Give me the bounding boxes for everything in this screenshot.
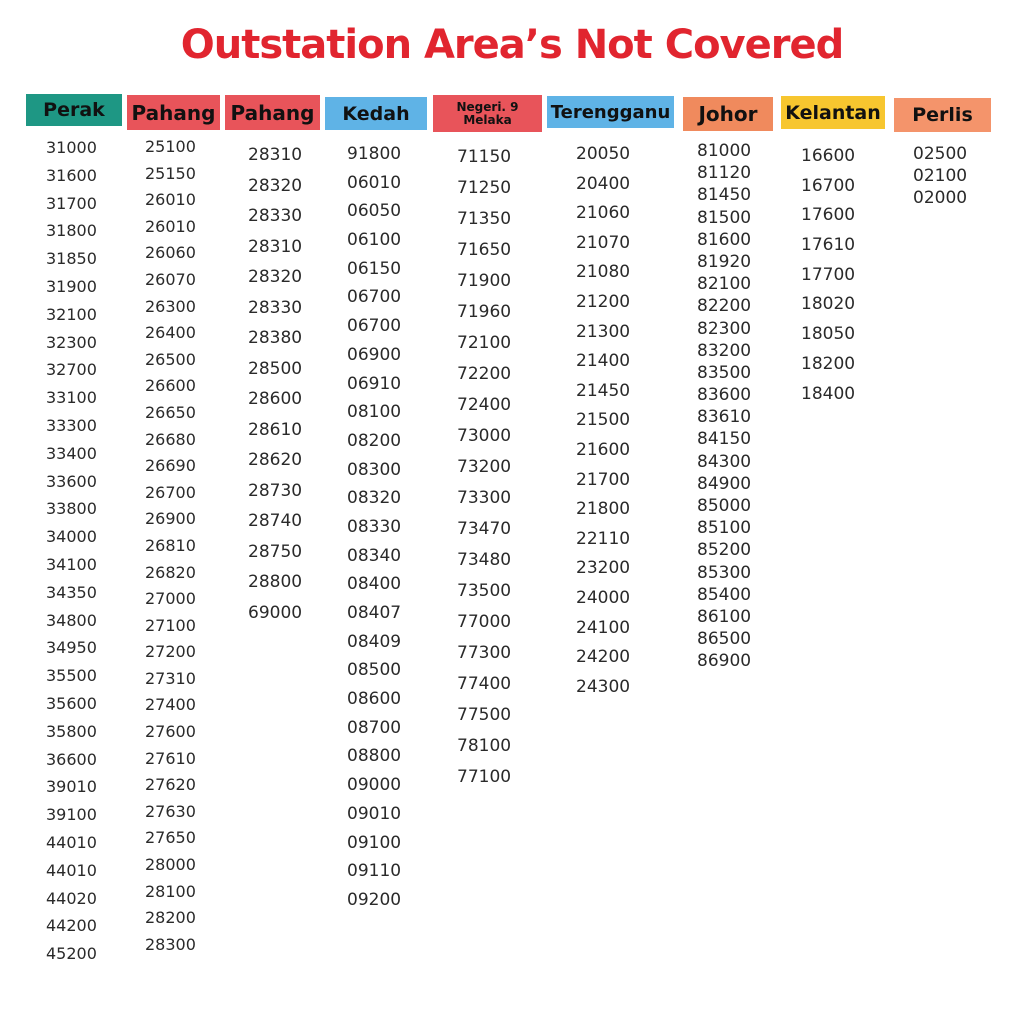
- postcode-item: 26010: [145, 190, 196, 210]
- postcode-item: 33100: [46, 388, 97, 408]
- postcode-item: 26900: [145, 509, 196, 529]
- postcode-item: 08600: [347, 689, 402, 710]
- postcode-item: 20050: [576, 144, 631, 164]
- postcode-item: 32700: [46, 360, 97, 380]
- page-title: Outstation Area’s Not Covered: [180, 22, 844, 68]
- postcode-item: 28500: [248, 358, 303, 379]
- postcode-item: 28330: [248, 206, 303, 226]
- postcode-item: 21600: [576, 439, 631, 460]
- postcode-item: 28620: [248, 450, 303, 470]
- postcode-item: 77500: [457, 705, 512, 725]
- postcode-list-kedah-4: [347, 140, 401, 915]
- postcode-list-johor-7: [697, 140, 751, 673]
- postcode-item: 06100: [347, 230, 402, 251]
- postcode-item: 81120: [697, 163, 752, 184]
- postcode-item: 26500: [145, 349, 196, 369]
- postcode-item: 85400: [697, 584, 752, 605]
- postcode-item: 44010: [46, 860, 97, 880]
- postcode-item: 08340: [347, 545, 402, 566]
- postcode-item: 20400: [576, 173, 631, 194]
- postcode-item: 83600: [697, 385, 752, 406]
- postcode-item: 82200: [697, 296, 752, 317]
- postcode-item: 26690: [145, 456, 196, 476]
- postcode-item: 82300: [697, 318, 752, 339]
- postcode-item: 71350: [457, 209, 512, 229]
- postcode-item: 18020: [801, 294, 856, 315]
- postcode-item: 81000: [697, 141, 752, 161]
- postcode-item: 31000: [46, 138, 97, 157]
- postcode-item: 25150: [145, 163, 196, 183]
- postcode-item: 73200: [457, 457, 512, 477]
- postcode-item: 72200: [457, 364, 512, 384]
- postcode-item: 27000: [145, 589, 196, 609]
- postcode-item: 71900: [457, 271, 512, 291]
- postcode-item: 35800: [46, 721, 97, 741]
- postcode-item: 28310: [248, 236, 303, 257]
- postcode-item: 27620: [145, 775, 196, 795]
- postcode-item: 44010: [46, 832, 97, 852]
- postcode-item: 39100: [46, 805, 97, 825]
- postcode-item: 33600: [46, 471, 97, 491]
- postcode-item: 31800: [46, 221, 97, 241]
- postcode-item: 06010: [347, 172, 402, 193]
- postcode-item: 31850: [46, 249, 97, 269]
- postcode-item: 33400: [46, 443, 97, 463]
- postcode-item: 26010: [145, 216, 196, 236]
- postcode-item: 26400: [145, 323, 196, 343]
- postcode-item: 08300: [347, 459, 402, 480]
- state-header-terengganu-6: [547, 96, 674, 128]
- postcode-item: 28610: [248, 419, 303, 440]
- postcode-item: 06700: [347, 316, 402, 337]
- postcode-item: 21070: [576, 232, 631, 253]
- postcode-item: 39010: [46, 777, 97, 797]
- postcode-item: 06910: [347, 373, 402, 394]
- postcode-item: 71150: [457, 147, 512, 167]
- postcode-item: 77400: [457, 674, 512, 694]
- postcode-item: 28730: [248, 480, 303, 501]
- postcode-item: 08407: [347, 603, 402, 623]
- state-header-pahang-3: [225, 95, 320, 130]
- postcode-item: 77300: [457, 643, 512, 663]
- postcode-item: 08330: [347, 516, 402, 537]
- postcode-item: 18200: [801, 353, 856, 374]
- state-header-label: Kedah: [342, 102, 410, 125]
- postcode-item: 08200: [347, 430, 402, 451]
- postcode-item: 21060: [576, 203, 631, 224]
- postcode-list-pahang-2: [145, 134, 196, 958]
- postcode-item: 84300: [697, 451, 752, 472]
- postcode-item: 27100: [145, 615, 196, 635]
- postcode-item: 81500: [697, 207, 752, 228]
- postcode-item: 28200: [145, 908, 196, 928]
- postcode-list-pahang-3: [248, 140, 302, 628]
- postcode-item: 83500: [697, 362, 752, 383]
- postcode-item: 69000: [248, 602, 303, 623]
- postcode-item: 26600: [145, 376, 196, 396]
- postcode-item: 86900: [697, 651, 752, 672]
- postcode-item: 26650: [145, 402, 196, 422]
- postcode-item: 31900: [46, 276, 97, 296]
- postcode-item: 72400: [457, 395, 512, 415]
- postcode-item: 71250: [457, 178, 512, 198]
- postcode-item: 26680: [145, 429, 196, 449]
- postcode-item: 08700: [347, 717, 402, 738]
- postcode-item: 16700: [801, 175, 856, 196]
- postcode-item: 09000: [347, 775, 402, 796]
- postcode-item: 71960: [457, 302, 512, 322]
- postcode-item: 06700: [347, 287, 402, 308]
- postcode-item: 02100: [913, 166, 968, 186]
- postcode-item: 28800: [248, 572, 303, 592]
- postcode-item: 06900: [347, 344, 402, 365]
- postcode-item: 24300: [576, 676, 631, 697]
- postcode-item: 08800: [347, 746, 402, 767]
- state-header-label-line2: Melaka: [463, 112, 512, 127]
- postcode-item: 27600: [145, 722, 196, 742]
- postcode-item: 26300: [145, 296, 196, 316]
- postcode-item: 81920: [697, 251, 752, 272]
- state-header-label: Kelantan: [785, 101, 881, 124]
- postcode-item: 25100: [145, 137, 196, 156]
- postcode-item: 09010: [347, 803, 402, 824]
- postcode-list-negeri-9-5: [457, 142, 511, 793]
- postcode-item: 77000: [457, 612, 512, 632]
- postcode-item: 35600: [46, 693, 97, 713]
- postcode-item: 31700: [46, 193, 97, 213]
- postcode-item: 33800: [46, 499, 97, 519]
- postcode-item: 34950: [46, 638, 97, 658]
- state-header-negeri-9-5: [433, 95, 542, 132]
- postcode-item: 21450: [576, 380, 631, 401]
- postcode-item: 85000: [697, 496, 752, 516]
- postcode-item: 71650: [457, 240, 512, 260]
- postcode-item: 35500: [46, 666, 97, 686]
- postcode-item: 21400: [576, 351, 631, 372]
- postcode-item: 85200: [697, 540, 752, 561]
- postcode-item: 17600: [801, 205, 856, 226]
- postcode-item: 27200: [145, 642, 196, 662]
- postcode-item: 73470: [457, 519, 512, 539]
- postcode-item: 28320: [248, 267, 303, 287]
- postcode-item: 32300: [46, 332, 97, 352]
- postcode-item: 26070: [145, 269, 196, 289]
- state-header-label: Johor: [698, 102, 758, 126]
- postcode-item: 08500: [347, 660, 402, 681]
- postcode-item: 84900: [697, 473, 752, 494]
- postcode-item: 32100: [46, 304, 97, 324]
- postcode-item: 08409: [347, 631, 402, 652]
- postcode-item: 91800: [347, 144, 402, 164]
- state-header-perak-1: [26, 94, 122, 126]
- postcode-item: 28320: [248, 175, 303, 196]
- postcode-item: 44020: [46, 888, 97, 908]
- postcode-item: 18400: [801, 383, 856, 404]
- postcode-item: 28740: [248, 511, 303, 531]
- postcode-item: 16600: [801, 146, 856, 166]
- postcode-item: 24200: [576, 647, 631, 668]
- postcode-list-kelantan-8: [801, 142, 855, 409]
- postcode-item: 81600: [697, 229, 752, 250]
- postcode-item: 34000: [46, 527, 97, 547]
- postcode-item: 26820: [145, 562, 196, 582]
- postcode-item: 21500: [576, 410, 631, 431]
- postcode-item: 45200: [46, 944, 97, 964]
- postcode-item: 17700: [801, 264, 856, 285]
- postcode-item: 28380: [248, 328, 303, 348]
- postcode-item: 17610: [801, 235, 856, 256]
- postcode-item: 28330: [248, 297, 303, 318]
- postcode-item: 18050: [801, 324, 856, 345]
- postcode-item: 26700: [145, 482, 196, 502]
- postcode-item: 02000: [913, 188, 968, 208]
- postcode-item: 22110: [576, 528, 631, 549]
- postcode-item: 77100: [457, 767, 512, 787]
- state-header-label: Negeri. 9: [456, 99, 519, 114]
- postcode-item: 27650: [145, 828, 196, 848]
- postcode-item: 21800: [576, 499, 631, 520]
- postcode-item: 26060: [145, 243, 196, 263]
- state-header-johor-7: [683, 97, 773, 131]
- postcode-item: 72100: [457, 333, 512, 353]
- postcode-item: 06050: [347, 201, 402, 222]
- postcode-item: 34100: [46, 554, 97, 574]
- postcode-item: 73500: [457, 581, 512, 601]
- postcode-item: 06150: [347, 258, 402, 279]
- postcode-item: 02500: [913, 144, 968, 164]
- state-header-kelantan-8: [781, 96, 885, 129]
- state-header-perlis-9: [894, 98, 991, 132]
- postcode-item: 44200: [46, 916, 97, 936]
- postcode-item: 21080: [576, 262, 631, 283]
- postcode-item: 85100: [697, 518, 752, 539]
- postcode-item: 81450: [697, 185, 752, 206]
- postcode-item: 08320: [347, 488, 402, 509]
- state-header-pahang-2: [127, 95, 220, 130]
- postcode-item: 27310: [145, 668, 196, 688]
- postcode-item: 86100: [697, 606, 752, 627]
- postcode-item: 23200: [576, 558, 631, 579]
- postcode-item: 09200: [347, 889, 402, 910]
- postcode-list-perak-1: [46, 134, 97, 968]
- postcode-item: 34350: [46, 582, 97, 602]
- postcode-item: 78100: [457, 736, 512, 756]
- postcode-item: 33300: [46, 415, 97, 435]
- postcode-item: 28750: [248, 541, 303, 562]
- postcode-item: 24000: [576, 587, 631, 608]
- postcode-item: 08400: [347, 574, 402, 595]
- postcode-item: 08100: [347, 402, 402, 423]
- postcode-item: 73480: [457, 550, 512, 570]
- postcode-item: 84150: [697, 429, 752, 450]
- postcode-item: 85300: [697, 562, 752, 583]
- postcode-item: 21700: [576, 469, 631, 490]
- state-header-label: Terengganu: [550, 101, 671, 123]
- postcode-item: 21300: [576, 321, 631, 342]
- postcode-item: 73300: [457, 488, 512, 508]
- postcode-item: 09100: [347, 832, 402, 853]
- state-header-label: Perak: [43, 99, 105, 121]
- postcode-item: 09110: [347, 861, 402, 882]
- postcode-item: 73000: [457, 426, 512, 446]
- postcode-item: 83200: [697, 340, 752, 361]
- postcode-list-perlis-9: [913, 143, 967, 209]
- postcode-item: 28000: [145, 855, 196, 875]
- postcode-item: 83610: [697, 407, 752, 428]
- postcode-item: 82100: [697, 274, 752, 295]
- postcode-item: 28100: [145, 881, 196, 901]
- postcode-item: 27400: [145, 695, 196, 715]
- postcode-item: 28300: [145, 934, 196, 954]
- postcode-item: 27630: [145, 801, 196, 821]
- postcode-item: 28310: [248, 145, 303, 165]
- postcode-item: 31600: [46, 165, 97, 185]
- postcode-item: 26810: [145, 535, 196, 555]
- state-header-kedah-4: [325, 97, 427, 130]
- postcode-item: 86500: [697, 629, 752, 650]
- state-header-label: Pahang: [230, 100, 315, 125]
- postcode-item: 24100: [576, 617, 631, 638]
- postcode-item: 21200: [576, 291, 631, 312]
- postcode-list-terengganu-6: [576, 140, 630, 702]
- postcode-item: 28600: [248, 389, 303, 409]
- postcode-item: 34800: [46, 610, 97, 630]
- postcode-item: 36600: [46, 749, 97, 769]
- state-header-label: Perlis: [912, 104, 973, 126]
- state-header-label: Pahang: [131, 100, 216, 125]
- postcode-item: 27610: [145, 748, 196, 768]
